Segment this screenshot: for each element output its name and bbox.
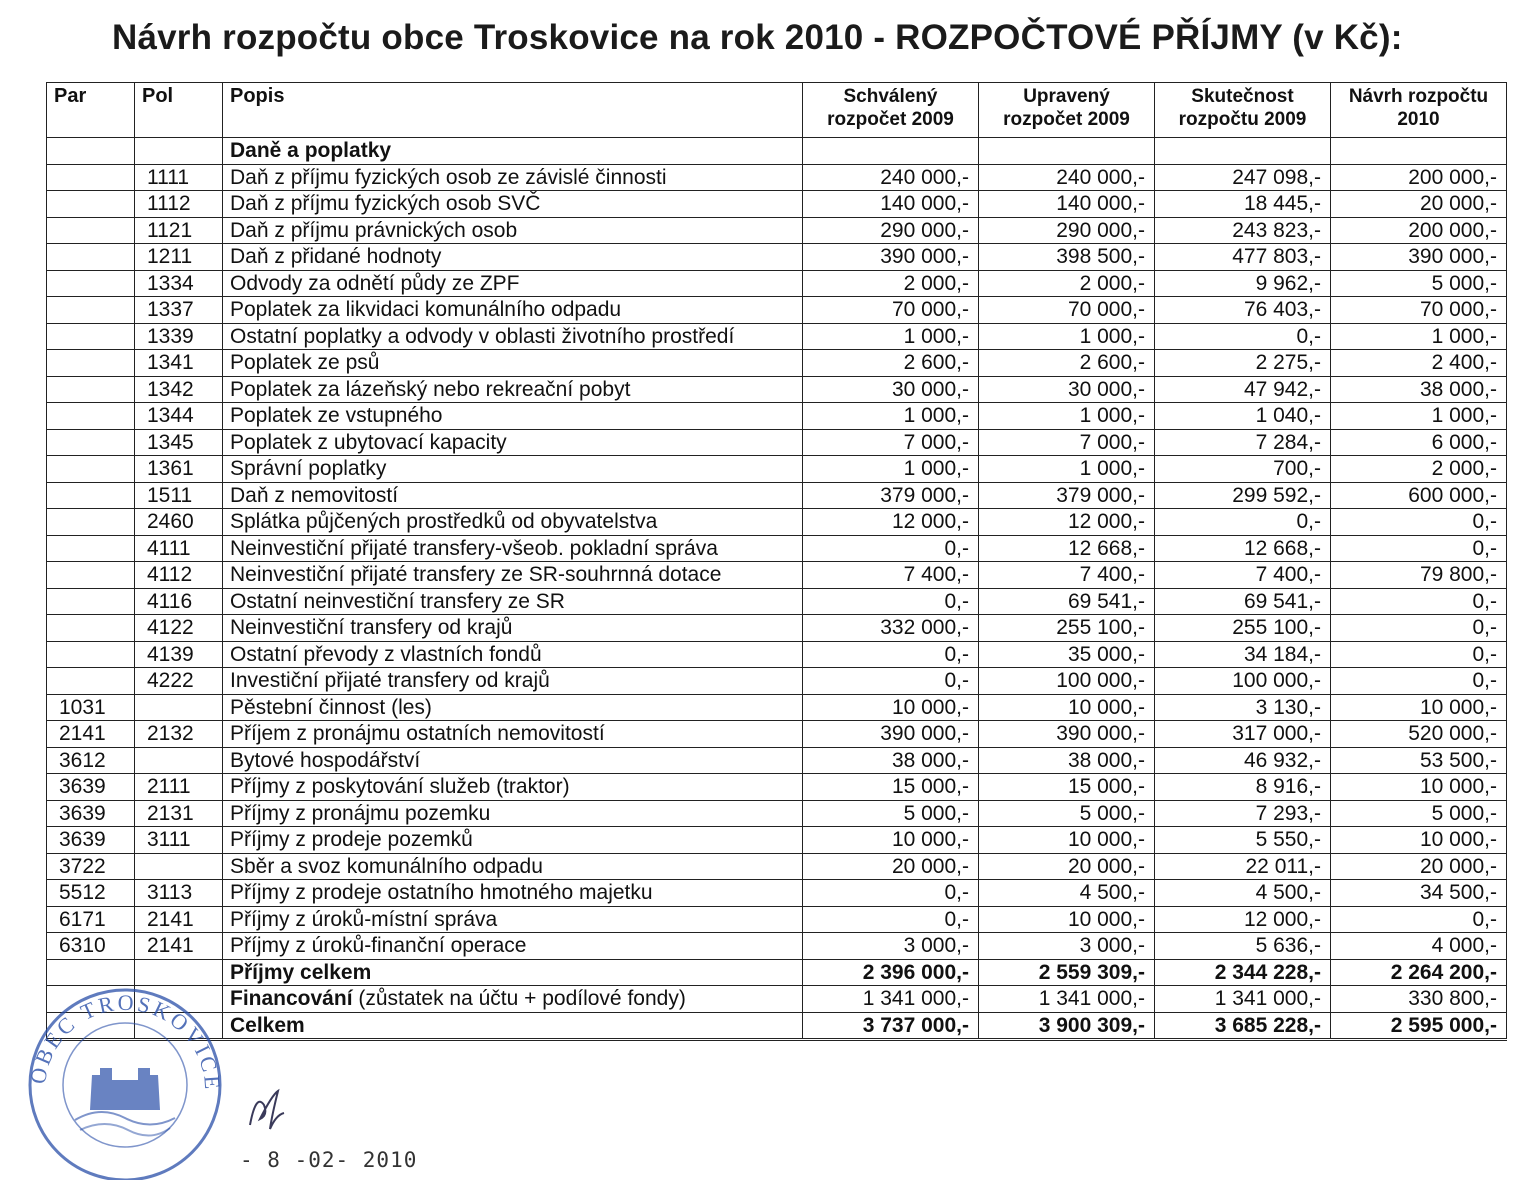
row-navrh: 0,- (1331, 615, 1507, 642)
row-skutecnost: 0,- (1155, 509, 1331, 536)
row-navrh: 0,- (1331, 509, 1507, 536)
row-upraveny: 240 000,- (979, 164, 1155, 191)
row-par (47, 217, 135, 244)
row-par (47, 297, 135, 324)
financovani-skutecnost: 1 341 000,- (1155, 986, 1331, 1013)
table-row (47, 747, 1507, 774)
row-navrh: 0,- (1331, 588, 1507, 615)
row-par: 3639 (47, 827, 135, 854)
row-skutecnost: 7 400,- (1155, 562, 1331, 589)
row-pol: 1341 (135, 350, 223, 377)
table-row (47, 774, 1507, 801)
financovani-label-rest: (zůstatek na účtu + podílové fondy) (352, 987, 686, 1011)
celkem-upraveny: 3 900 309,- (979, 1012, 1155, 1040)
municipal-stamp-icon (20, 980, 230, 1180)
row-par (47, 509, 135, 536)
row-navrh: 0,- (1331, 668, 1507, 695)
row-par (47, 376, 135, 403)
row-popis: Příjmy z pronájmu pozemku (223, 800, 803, 827)
row-upraveny: 38 000,- (979, 747, 1155, 774)
row-schvaleny: 0,- (803, 668, 979, 695)
signature-icon (242, 1085, 292, 1145)
svg-text:OBEC TROSKOVICE (25, 990, 225, 1093)
page-title: Návrh rozpočtu obce Troskovice na rok 2010 - ROZPOČTOVÉ PŘÍJMY (v Kč): (112, 18, 1403, 57)
row-navrh: 520 000,- (1331, 721, 1507, 748)
row-pol (135, 694, 223, 721)
row-navrh: 70 000,- (1331, 297, 1507, 324)
row-schvaleny: 379 000,- (803, 482, 979, 509)
row-pol: 1112 (135, 191, 223, 218)
row-popis: Daň z přidané hodnoty (223, 244, 803, 271)
row-skutecnost: 69 541,- (1155, 588, 1331, 615)
row-pol: 1121 (135, 217, 223, 244)
row-upraveny: 70 000,- (979, 297, 1155, 324)
section-label: Daně a poplatky (223, 138, 803, 165)
financovani-navrh: 330 800,- (1331, 986, 1507, 1013)
row-upraveny: 290 000,- (979, 217, 1155, 244)
row-schvaleny: 1 000,- (803, 403, 979, 430)
row-popis: Daň z příjmu fyzických osob ze závislé činnosti (223, 164, 803, 191)
financovani-label (223, 986, 803, 1013)
total-prijmy-upraveny: 2 559 309,- (979, 959, 1155, 986)
celkem-navrh: 2 595 000,- (1331, 1012, 1507, 1040)
row-par: 1031 (47, 694, 135, 721)
row-popis: Příjem z pronájmu ostatních nemovitostí (223, 721, 803, 748)
row-popis: Poplatek za lázeňský nebo rekreační pobyt (223, 376, 803, 403)
row-popis: Neinvestiční transfery od krajů (223, 615, 803, 642)
row-pol: 2460 (135, 509, 223, 536)
row-popis: Splátka půjčených prostředků od obyvatelstva (223, 509, 803, 536)
row-pol: 2141 (135, 933, 223, 960)
row-par (47, 668, 135, 695)
row-navrh: 53 500,- (1331, 747, 1507, 774)
row-upraveny: 255 100,- (979, 615, 1155, 642)
row-navrh: 0,- (1331, 641, 1507, 668)
header-navrh-line2: 2010 (1397, 109, 1440, 130)
table-row (47, 694, 1507, 721)
header-navrh-line1: Návrh rozpočtu (1348, 86, 1489, 107)
row-skutecnost: 255 100,- (1155, 615, 1331, 642)
row-skutecnost: 22 011,- (1155, 853, 1331, 880)
row-par (47, 615, 135, 642)
row-upraveny: 69 541,- (979, 588, 1155, 615)
row-skutecnost: 5 636,- (1155, 933, 1331, 960)
row-upraveny: 398 500,- (979, 244, 1155, 271)
row-pol: 4122 (135, 615, 223, 642)
row-skutecnost: 47 942,- (1155, 376, 1331, 403)
row-upraveny: 20 000,- (979, 853, 1155, 880)
row-par: 2141 (47, 721, 135, 748)
row-pol (135, 747, 223, 774)
row-popis: Daň z nemovitostí (223, 482, 803, 509)
table-row (47, 668, 1507, 695)
header-navrh (1331, 83, 1507, 138)
row-navrh: 200 000,- (1331, 217, 1507, 244)
table-row (47, 827, 1507, 854)
row-popis: Příjmy z prodeje pozemků (223, 827, 803, 854)
header-popis: Popis (223, 83, 803, 138)
row-par: 5512 (47, 880, 135, 907)
row-schvaleny: 2 000,- (803, 270, 979, 297)
row-upraveny: 12 000,- (979, 509, 1155, 536)
row-par (47, 323, 135, 350)
row-navrh: 10 000,- (1331, 827, 1507, 854)
row-skutecnost: 0,- (1155, 323, 1331, 350)
row-upraveny: 15 000,- (979, 774, 1155, 801)
header-upraveny-line2: rozpočet 2009 (1003, 109, 1130, 130)
row-navrh: 5 000,- (1331, 800, 1507, 827)
row-schvaleny: 7 400,- (803, 562, 979, 589)
row-skutecnost: 477 803,- (1155, 244, 1331, 271)
table-row (47, 323, 1507, 350)
row-pol: 1334 (135, 270, 223, 297)
row-popis: Příjmy z úroků-místní správa (223, 906, 803, 933)
row-navrh: 6 000,- (1331, 429, 1507, 456)
row-par: 3612 (47, 747, 135, 774)
row-par (47, 588, 135, 615)
row-navrh: 200 000,- (1331, 164, 1507, 191)
row-par (47, 350, 135, 377)
row-skutecnost: 34 184,- (1155, 641, 1331, 668)
row-navrh: 2 400,- (1331, 350, 1507, 377)
table-row (47, 853, 1507, 880)
table-row (47, 403, 1507, 430)
row-pol: 2132 (135, 721, 223, 748)
stamp-text: OBEC TROSKOVICE (24, 989, 226, 1093)
row-upraveny: 7 000,- (979, 429, 1155, 456)
total-prijmy-schvaleny: 2 396 000,- (803, 959, 979, 986)
table-row (47, 933, 1507, 960)
row-navrh: 34 500,- (1331, 880, 1507, 907)
row-schvaleny: 10 000,- (803, 694, 979, 721)
table-row (47, 535, 1507, 562)
row-pol: 1344 (135, 403, 223, 430)
row-pol: 1339 (135, 323, 223, 350)
row-navrh: 20 000,- (1331, 191, 1507, 218)
row-skutecnost: 299 592,- (1155, 482, 1331, 509)
row-upraveny: 7 400,- (979, 562, 1155, 589)
row-popis: Daň z příjmu fyzických osob SVČ (223, 191, 803, 218)
header-par: Par (47, 83, 135, 138)
row-pol: 4116 (135, 588, 223, 615)
row-skutecnost: 12 668,- (1155, 535, 1331, 562)
row-par: 3639 (47, 800, 135, 827)
row-popis: Pěstební činnost (les) (223, 694, 803, 721)
row-pol: 1345 (135, 429, 223, 456)
row-schvaleny: 140 000,- (803, 191, 979, 218)
row-upraveny: 35 000,- (979, 641, 1155, 668)
row-schvaleny: 0,- (803, 535, 979, 562)
table-row (47, 562, 1507, 589)
table-body (47, 138, 1507, 960)
row-navrh: 5 000,- (1331, 270, 1507, 297)
row-upraveny: 4 500,- (979, 880, 1155, 907)
row-upraveny: 10 000,- (979, 827, 1155, 854)
total-prijmy-navrh: 2 264 200,- (1331, 959, 1507, 986)
total-prijmy-skutecnost: 2 344 228,- (1155, 959, 1331, 986)
row-pol: 2131 (135, 800, 223, 827)
row-popis: Investiční přijaté transfery od krajů (223, 668, 803, 695)
row-navrh: 38 000,- (1331, 376, 1507, 403)
row-navrh: 4 000,- (1331, 933, 1507, 960)
row-skutecnost: 2 275,- (1155, 350, 1331, 377)
row-popis: Neinvestiční přijaté transfery-všeob. pokladní správa (223, 535, 803, 562)
row-schvaleny: 12 000,- (803, 509, 979, 536)
row-upraveny: 5 000,- (979, 800, 1155, 827)
section-row (47, 138, 1507, 165)
row-schvaleny: 390 000,- (803, 721, 979, 748)
row-skutecnost: 100 000,- (1155, 668, 1331, 695)
row-par: 6171 (47, 906, 135, 933)
financovani-schvaleny: 1 341 000,- (803, 986, 979, 1013)
celkem-skutecnost: 3 685 228,- (1155, 1012, 1331, 1040)
row-upraveny: 100 000,- (979, 668, 1155, 695)
celkem-schvaleny: 3 737 000,- (803, 1012, 979, 1040)
row-schvaleny: 290 000,- (803, 217, 979, 244)
header-pol: Pol (135, 83, 223, 138)
table-row (47, 270, 1507, 297)
row-skutecnost: 317 000,- (1155, 721, 1331, 748)
table-row (47, 880, 1507, 907)
row-navrh: 20 000,- (1331, 853, 1507, 880)
row-schvaleny: 2 600,- (803, 350, 979, 377)
row-skutecnost: 243 823,- (1155, 217, 1331, 244)
row-par (47, 429, 135, 456)
table-row (47, 376, 1507, 403)
row-popis: Správní poplatky (223, 456, 803, 483)
row-schvaleny: 332 000,- (803, 615, 979, 642)
table-row (47, 191, 1507, 218)
row-pol: 3113 (135, 880, 223, 907)
table-row (47, 217, 1507, 244)
row-navrh: 0,- (1331, 906, 1507, 933)
row-schvaleny: 7 000,- (803, 429, 979, 456)
header-skutecnost (1155, 83, 1331, 138)
header-row (47, 83, 1507, 138)
header-skutecnost-line2: rozpočtu 2009 (1178, 109, 1307, 130)
row-upraveny: 2 600,- (979, 350, 1155, 377)
row-par (47, 191, 135, 218)
row-skutecnost: 76 403,- (1155, 297, 1331, 324)
row-upraveny: 379 000,- (979, 482, 1155, 509)
row-skutecnost: 8 916,- (1155, 774, 1331, 801)
row-navrh: 10 000,- (1331, 694, 1507, 721)
header-upraveny-line1: Upravený (1023, 86, 1110, 107)
row-pol: 4111 (135, 535, 223, 562)
row-navrh: 0,- (1331, 535, 1507, 562)
row-navrh: 79 800,- (1331, 562, 1507, 589)
row-par (47, 482, 135, 509)
table-row (47, 456, 1507, 483)
row-schvaleny: 38 000,- (803, 747, 979, 774)
row-navrh: 1 000,- (1331, 323, 1507, 350)
row-par (47, 244, 135, 271)
row-schvaleny: 1 000,- (803, 323, 979, 350)
header-schvaleny (803, 83, 979, 138)
row-upraveny: 140 000,- (979, 191, 1155, 218)
row-schvaleny: 0,- (803, 588, 979, 615)
row-par: 3722 (47, 853, 135, 880)
row-navrh: 10 000,- (1331, 774, 1507, 801)
row-schvaleny: 0,- (803, 906, 979, 933)
row-popis: Sběr a svoz komunálního odpadu (223, 853, 803, 880)
row-skutecnost: 247 098,- (1155, 164, 1331, 191)
financovani-label-bold: Financování (230, 987, 353, 1011)
row-par (47, 535, 135, 562)
row-par (47, 456, 135, 483)
header-schvaleny-line2: rozpočet 2009 (827, 109, 954, 130)
table-row (47, 641, 1507, 668)
row-schvaleny: 30 000,- (803, 376, 979, 403)
row-popis: Ostatní neinvestiční transfery ze SR (223, 588, 803, 615)
row-schvaleny: 3 000,- (803, 933, 979, 960)
row-schvaleny: 0,- (803, 641, 979, 668)
row-popis: Ostatní poplatky a odvody v oblasti životního prostředí (223, 323, 803, 350)
table-row (47, 429, 1507, 456)
row-popis: Ostatní převody z vlastních fondů (223, 641, 803, 668)
table-row (47, 906, 1507, 933)
row-navrh: 1 000,- (1331, 403, 1507, 430)
table-row (47, 164, 1507, 191)
header-schvaleny-line1: Schválený (843, 86, 938, 107)
row-skutecnost: 7 293,- (1155, 800, 1331, 827)
row-par (47, 164, 135, 191)
row-par (47, 562, 135, 589)
celkem-row (47, 1012, 1507, 1040)
table-row (47, 588, 1507, 615)
row-par: 3639 (47, 774, 135, 801)
row-schvaleny: 390 000,- (803, 244, 979, 271)
row-skutecnost: 46 932,- (1155, 747, 1331, 774)
row-skutecnost: 700,- (1155, 456, 1331, 483)
row-pol: 1111 (135, 164, 223, 191)
row-schvaleny: 1 000,- (803, 456, 979, 483)
row-pol: 4222 (135, 668, 223, 695)
row-pol: 4112 (135, 562, 223, 589)
row-schvaleny: 240 000,- (803, 164, 979, 191)
financovani-upraveny: 1 341 000,- (979, 986, 1155, 1013)
row-par: 6310 (47, 933, 135, 960)
row-par (47, 641, 135, 668)
row-pol: 4139 (135, 641, 223, 668)
total-prijmy-label: Příjmy celkem (223, 959, 803, 986)
row-pol: 1337 (135, 297, 223, 324)
table-row (47, 509, 1507, 536)
row-par (47, 270, 135, 297)
budget-table (46, 82, 1507, 1041)
row-popis: Poplatek ze psů (223, 350, 803, 377)
row-upraveny: 3 000,- (979, 933, 1155, 960)
table-row (47, 350, 1507, 377)
row-popis: Daň z příjmu právnických osob (223, 217, 803, 244)
handwritten-date: - 8 -02- 2010 (240, 1148, 418, 1172)
financovani-row (47, 986, 1507, 1013)
row-schvaleny: 20 000,- (803, 853, 979, 880)
row-upraveny: 1 000,- (979, 323, 1155, 350)
row-upraveny: 390 000,- (979, 721, 1155, 748)
header-skutecnost-line1: Skutečnost (1191, 86, 1294, 107)
row-skutecnost: 4 500,- (1155, 880, 1331, 907)
row-skutecnost: 7 284,- (1155, 429, 1331, 456)
row-schvaleny: 0,- (803, 880, 979, 907)
row-pol: 3111 (135, 827, 223, 854)
row-popis: Poplatek za likvidaci komunálního odpadu (223, 297, 803, 324)
row-popis: Příjmy z prodeje ostatního hmotného majetku (223, 880, 803, 907)
row-skutecnost: 1 040,- (1155, 403, 1331, 430)
row-skutecnost: 12 000,- (1155, 906, 1331, 933)
row-navrh: 600 000,- (1331, 482, 1507, 509)
row-skutecnost: 18 445,- (1155, 191, 1331, 218)
row-upraveny: 12 668,- (979, 535, 1155, 562)
table-row (47, 721, 1507, 748)
row-par (47, 403, 135, 430)
row-schvaleny: 15 000,- (803, 774, 979, 801)
total-prijmy-row (47, 959, 1507, 986)
row-skutecnost: 3 130,- (1155, 694, 1331, 721)
table-row (47, 800, 1507, 827)
row-schvaleny: 5 000,- (803, 800, 979, 827)
row-navrh: 390 000,- (1331, 244, 1507, 271)
row-skutecnost: 5 550,- (1155, 827, 1331, 854)
row-pol: 1361 (135, 456, 223, 483)
row-upraveny: 2 000,- (979, 270, 1155, 297)
table-row (47, 297, 1507, 324)
row-pol: 1211 (135, 244, 223, 271)
row-navrh: 2 000,- (1331, 456, 1507, 483)
row-pol (135, 853, 223, 880)
header-upraveny (979, 83, 1155, 138)
row-pol: 1511 (135, 482, 223, 509)
row-upraveny: 1 000,- (979, 403, 1155, 430)
row-popis: Neinvestiční přijaté transfery ze SR-souhrnná dotace (223, 562, 803, 589)
row-pol: 1342 (135, 376, 223, 403)
row-popis: Příjmy z poskytování služeb (traktor) (223, 774, 803, 801)
row-pol: 2111 (135, 774, 223, 801)
row-schvaleny: 10 000,- (803, 827, 979, 854)
row-upraveny: 1 000,- (979, 456, 1155, 483)
table-row (47, 482, 1507, 509)
row-upraveny: 30 000,- (979, 376, 1155, 403)
row-schvaleny: 70 000,- (803, 297, 979, 324)
row-popis: Poplatek ze vstupného (223, 403, 803, 430)
row-skutecnost: 9 962,- (1155, 270, 1331, 297)
row-upraveny: 10 000,- (979, 906, 1155, 933)
row-popis: Poplatek z ubytovací kapacity (223, 429, 803, 456)
row-pol: 2141 (135, 906, 223, 933)
celkem-label: Celkem (223, 1012, 803, 1040)
table-row (47, 615, 1507, 642)
row-upraveny: 10 000,- (979, 694, 1155, 721)
row-popis: Odvody za odnětí půdy ze ZPF (223, 270, 803, 297)
table-row (47, 244, 1507, 271)
row-popis: Příjmy z úroků-finanční operace (223, 933, 803, 960)
row-popis: Bytové hospodářství (223, 747, 803, 774)
